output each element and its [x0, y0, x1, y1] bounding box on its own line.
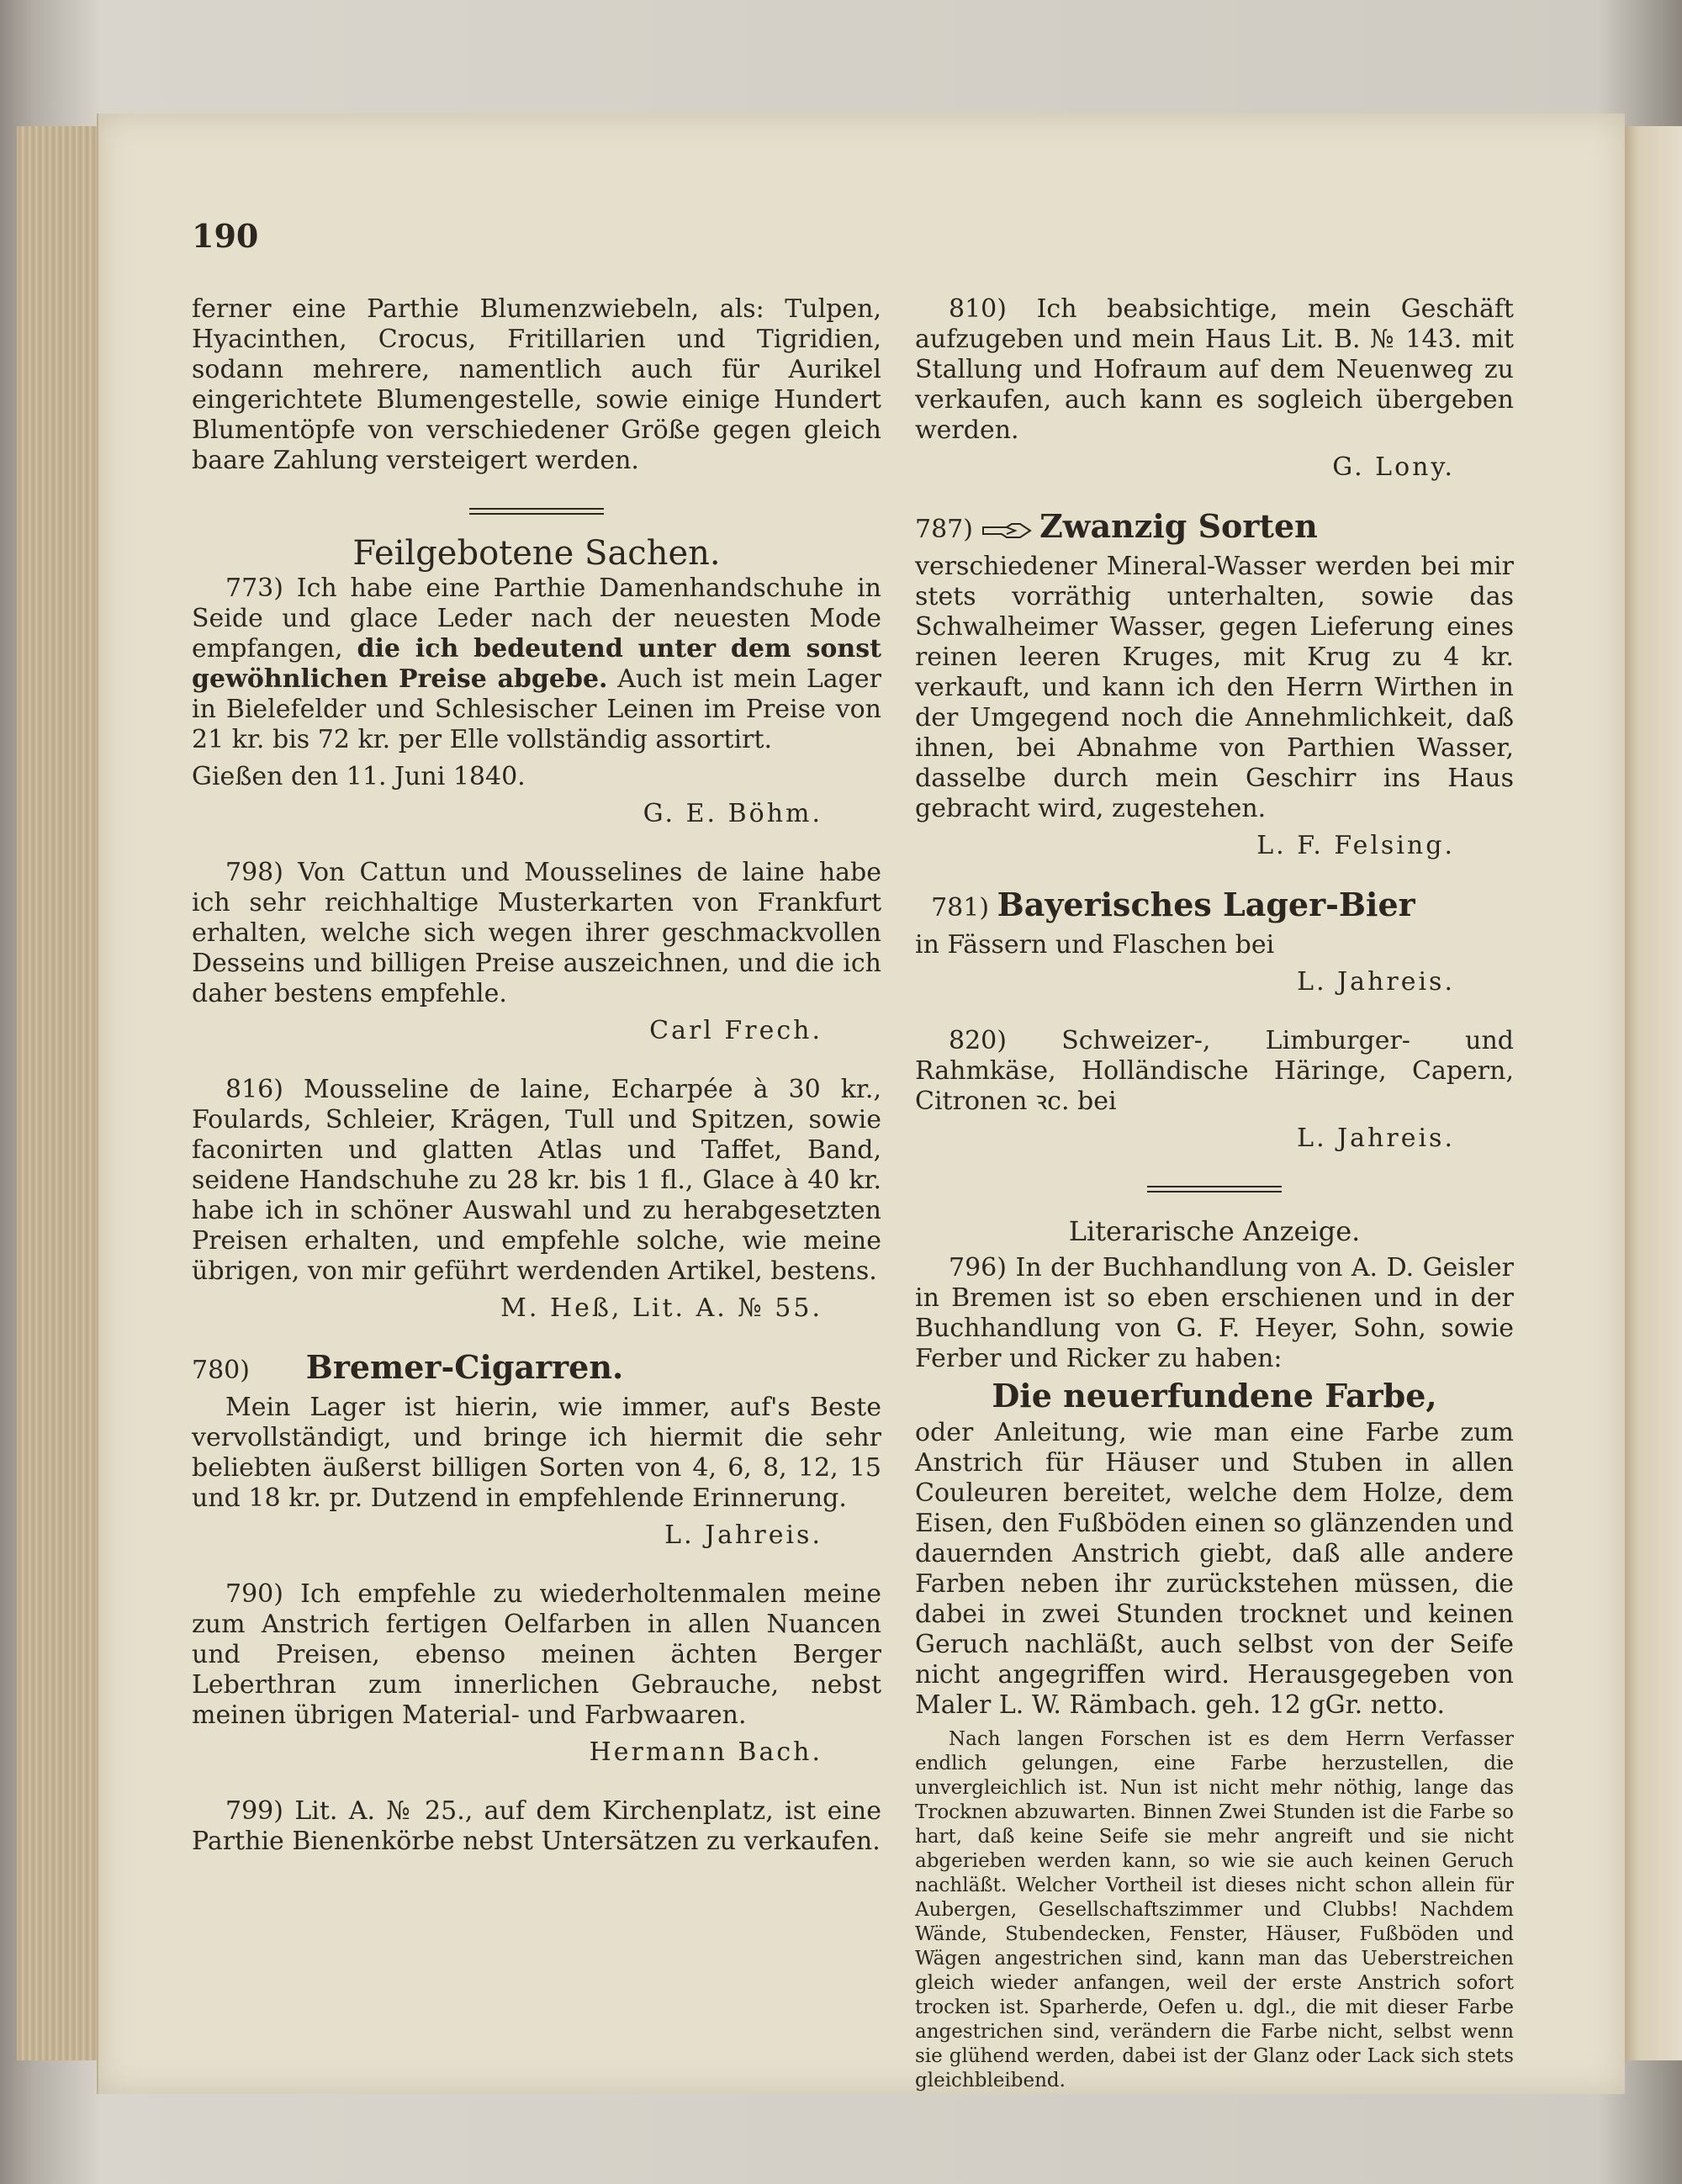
ad-signature: Hermann Bach. [589, 1737, 822, 1767]
book-title: Die neuerfundene Farbe, [992, 1377, 1437, 1415]
spacer [192, 1053, 881, 1075]
ad-810 [915, 294, 1514, 446]
spacer [192, 1774, 881, 1796]
ad-emphasis: die ich bedeutend unter dem sonst gewöhnlichen Preise abgebe. [192, 634, 881, 694]
section-title-feilgebotene: Feilgebotene Sachen. [352, 534, 721, 573]
ad-signature: Carl Frech. [649, 1016, 822, 1045]
ad-title: Bayerisches Lager-Bier [997, 886, 1415, 923]
ad-text: Schweizer-, Limburger- und Rahmkäse, Holländische Häringe, Capern, Citronen ꝛc. bei [915, 1026, 1514, 1116]
book-page-edges-right [1621, 126, 1682, 2060]
section-title-literarische: Literarische Anzeige. [1068, 1215, 1361, 1247]
ad-signature: L. Jahreis. [1297, 967, 1455, 997]
ad-text: Ich beabsichtige, mein Geschäft aufzugeben und mein Haus Lit. B. № 143. mit Stallung und Hofraum auf dem Neuenweg zu verkaufen, auch kann es sogleich übergeben werden. [915, 294, 1514, 445]
ad-number: 810) [949, 294, 1007, 324]
pointing-hand-icon [981, 521, 1032, 541]
ad-816 [192, 1075, 881, 1287]
book-description: oder Anleitung, wie man eine Farbe zum Anstrich für Häuser und Stuben in allen Couleuren bereitet, welche dem Holze, dem Eisen, den Fußböden einen so glänzenden und dauernden Anstrich giebt, daß alle andere Farben neben ihr zurückstehen müssen, die dabei in zwei Stunden trocknet und keinen Geruch nachläßt, auch selbst von der Seife nicht angegriffen wird. Herausgegeben von Maler L. W. Rämbach. geh. 12 gGr. netto. [915, 1418, 1514, 1720]
ad-number: 780) [192, 1356, 250, 1385]
ad-number: 816) [225, 1075, 283, 1104]
ad-790 [192, 1579, 881, 1731]
section-divider [469, 508, 604, 515]
ad-text: Mein Lager ist hierin, wie immer, auf's Beste vervollständigt, und bringe ich hiermit die sehr beliebten äußerst billigen Sorten von 4, 6, 8, 12, 15 und 18 kr. pr. Dutzend in empfehlende Erinnerung. [192, 1393, 881, 1513]
ad-798 [192, 858, 881, 1009]
ad-773 [192, 574, 881, 755]
ad-signature: G. Lony. [1332, 452, 1455, 482]
ad-number: 799) [225, 1796, 283, 1826]
ad-text: Von Cattun und Mousselines de laine habe ich sehr reichhaltige Musterkarten von Frankfurt erhalten, welche sich wegen ihrer geschmackvollen Desseins und billigen Preise auszeichnen, und die ich daher bestens empfehle. [192, 858, 881, 1008]
ad-title: Zwanzig Sorten [1039, 507, 1318, 545]
section-divider [1147, 1186, 1282, 1192]
ad-number: 787) [915, 515, 973, 544]
ad-text: Ich habe eine Parthie Damenhandschuhe in Seide und glace Leder nach der neuesten Mode empfangen, [192, 574, 881, 664]
ad-number: 790) [225, 1579, 283, 1609]
ad-780-header [192, 1348, 881, 1386]
ad-781-header [915, 886, 1514, 923]
ad-number: 798) [225, 858, 283, 887]
ad-820 [915, 1026, 1514, 1117]
spacer [915, 1004, 1514, 1026]
book-note: Nach langen Forschen ist es dem Herrn Verfasser endlich gelungen, eine Farbe herzustellen, die unvergleichlich ist. Nun ist nicht mehr nöthig, lange das Trocknen abzuwarten. Binnen Zwei Stunden ist die Farbe so hart, daß keine Seife sie mehr angreift und sie nicht abgerieben werden kann, so wie sie auch keinen Geruch nachläßt. Welcher Vortheil ist dieses nicht schon allein für Aubergen, Gesellschaftszimmer und Clubbs! Nachdem Wände, Stubendecken, Fenster, Häuser, Fußböden und Wägen angestrichen sind, kann man das Ueberstreichen gleich wieder anfangen, weil der erste Anstrich sofort trocken ist. Sparherde, Oefen u. dgl., die mit dieser Farbe angestrichen sind, verändern die Farbe nicht, selbst wenn sie glühend werden, dabei ist der Glanz oder Lack sich stets gleichbleibend. [915, 1728, 1514, 2091]
ad-number: 781) [931, 893, 990, 923]
right-column [915, 294, 1514, 2100]
ad-text: Auch ist mein Lager in Bielefelder und Schlesischer Leinen im Preise von 21 kr. bis 72 kr. per Elle vollständig assortirt. [192, 664, 881, 754]
ad-number: 820) [949, 1026, 1007, 1055]
ad-text: Mousseline de laine, Echarpée à 30 kr., Foulards, Schleier, Krägen, Tull und Spitzen, sowie faconirten und glatten Atlas und Taffet, Band, seidene Handschuhe zu 28 kr. bis 1 fl., Glace à 40 kr. habe ich in schöner Auswahl und zu herabgesetzten Preisen erhalten, und empfehle solche, wie meine übrigen, von mir geführt werdenden Artikel, bestens. [192, 1075, 881, 1286]
ad-787-header [915, 507, 1514, 545]
ad-number: 773) [225, 574, 283, 603]
left-column [192, 294, 881, 1864]
ad-text: Lit. A. № 25., auf dem Kirchenplatz, ist eine Parthie Bienenkörbe nebst Untersätzen zu verkaufen. [192, 1796, 881, 1856]
ad-title: Bremer-Cigarren. [305, 1348, 624, 1386]
ad-text: in Fässern und Flaschen bei [915, 930, 1275, 960]
spacer [192, 836, 881, 858]
ad-799 [192, 1796, 881, 1857]
intro-paragraph: ferner eine Parthie Blumenzwiebeln, als: Tulpen, Hyacinthen, Crocus, Fritillarien und Tigridien, sodann mehrere, namentlich auch für Aurikel eingerichtete Blumengestelle, sowie einige Hundert Blumentöpfe von verschiedener Größe gegen gleich baare Zahlung versteigert werden. [192, 294, 881, 475]
book-page-edges-left [17, 126, 103, 2060]
ad-date: Gießen den 11. Juni 1840. [192, 762, 526, 791]
ad-signature: G. E. Böhm. [643, 799, 822, 828]
ad-text: In der Buchhandlung von A. D. Geisler in Bremen ist so eben erschienen und in der Buchhandlung von G. F. Heyer, Sohn, sowie Ferber und Ricker zu haben: [915, 1253, 1514, 1373]
spacer [192, 1557, 881, 1579]
ad-signature: L. F. Felsing. [1256, 831, 1455, 860]
ad-796 [915, 1253, 1514, 1374]
ad-signature: L. Jahreis. [664, 1520, 822, 1550]
page-number: 190 [192, 217, 259, 255]
ad-number: 796) [949, 1253, 1007, 1282]
ad-text: Ich empfehle zu wiederholtenmalen meine zum Anstrich fertigen Oelfarben in allen Nuancen und Preisen, ebenso meinen ächten Berger Leberthran zum innerlichen Gebrauche, nebst meinen übrigen Material- und Farbwaaren. [192, 1579, 881, 1730]
ad-signature: L. Jahreis. [1297, 1124, 1455, 1153]
ad-signature: M. Heß, Lit. A. № 55. [500, 1293, 822, 1323]
ad-text: verschiedener Mineral-Wasser werden bei mir stets vorräthig unterhalten, sowie das Schwalheimer Wasser, gegen Lieferung eines reinen leeren Kruges, mit Krug zu 4 kr. verkauft, und kann ich den Herrn Wirthen in der Umgegend noch die Annehmlichkeit, daß ihnen, bei Abnahme von Parthien Wasser, dasselbe durch mein Geschirr ins Haus gebracht wird, zugestehen. [915, 552, 1514, 823]
